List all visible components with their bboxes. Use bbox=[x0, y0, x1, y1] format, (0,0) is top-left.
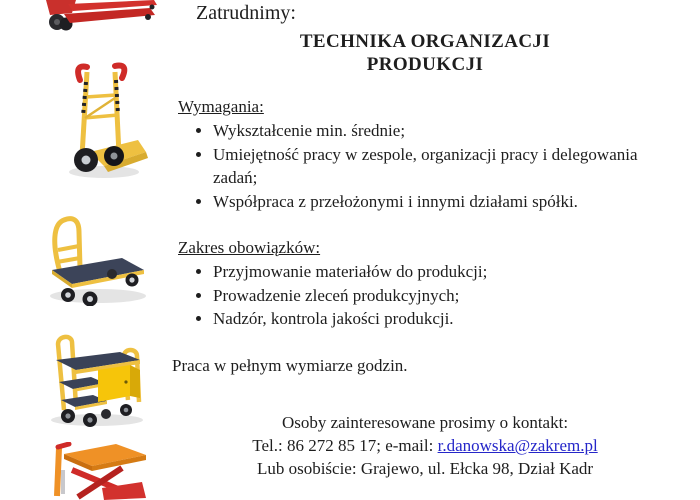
job-title-line-1: TECHNIKA ORGANIZACJI bbox=[299, 31, 551, 52]
pallet-jack-icon bbox=[40, 0, 160, 31]
hand-truck-icon bbox=[56, 60, 148, 182]
duties-item: • Prowadzenie zleceń produkcyjnych; bbox=[213, 284, 665, 308]
duties-heading: Zakres obowiązków: bbox=[178, 238, 321, 257]
platform-cart-icon bbox=[38, 210, 152, 306]
intro-line: Zatrudnimy: bbox=[196, 2, 296, 24]
requirements-list bbox=[180, 119, 665, 213]
contact-tel-prefix: Tel.: 86 272 85 17; e-mail: bbox=[252, 436, 438, 455]
requirements-item: • Współpraca z przełożonymi i innymi działami spółki. bbox=[213, 190, 665, 214]
pallet-jack-image bbox=[40, 0, 160, 31]
hand-truck-image bbox=[56, 60, 148, 182]
requirements-heading: Wymagania: bbox=[178, 97, 264, 116]
requirements-item: • Umiejętność pracy w zespole, organizacji pracy i delegowania zadań; bbox=[213, 143, 665, 190]
contact-intro-line: Osoby zainteresowane prosimy o kontakt: bbox=[281, 413, 569, 432]
duties-list bbox=[180, 260, 665, 331]
contact-address-line: Lub osobiście: Grajewo, ul. Ełcka 98, Dział Kadr bbox=[256, 459, 594, 478]
platform-cart-image bbox=[38, 210, 152, 306]
fulltime-note: Praca w pełnym wymiarze godzin. bbox=[172, 356, 408, 375]
requirements-item: • Wykształcenie min. średnie; bbox=[213, 119, 665, 143]
duties-item: • Nadzór, kontrola jakości produkcji. bbox=[213, 307, 665, 331]
job-title-line-2: PRODUKCJI bbox=[366, 54, 484, 75]
contact-tel-email-line bbox=[125, 434, 700, 457]
contact-block bbox=[125, 411, 700, 480]
job-title bbox=[225, 30, 625, 76]
duties-item: • Przyjmowanie materiałów do produkcji; bbox=[213, 260, 665, 284]
email-link[interactable]: r.danowska@zakrem.pl bbox=[437, 436, 598, 455]
